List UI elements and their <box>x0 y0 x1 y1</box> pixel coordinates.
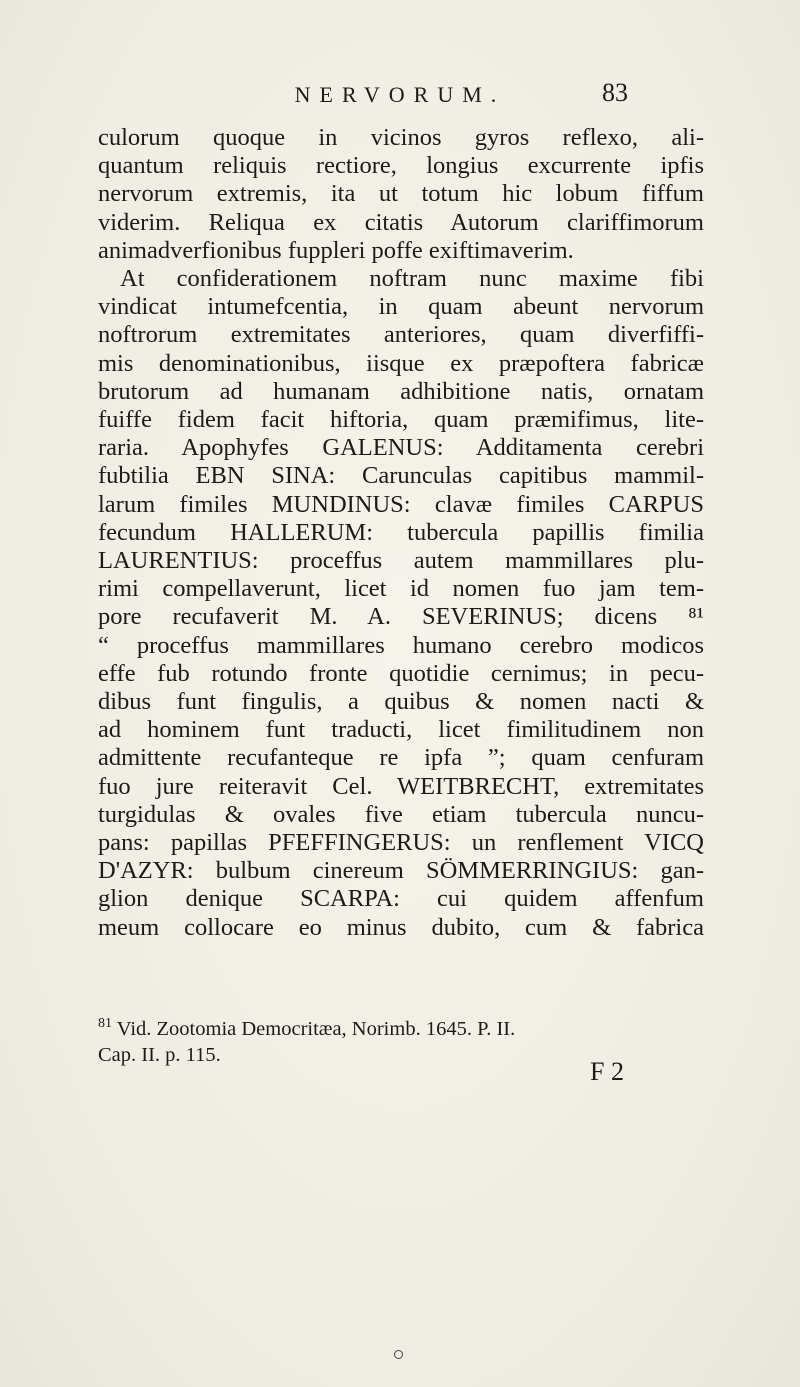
text-line: dibus funt fingulis, a quibus & nomen nacti & <box>98 688 704 716</box>
running-title: NERVORUM. <box>294 82 506 107</box>
text-line: pore recufaverit M. A. SEVERINUS; dicens ⁸¹ <box>98 603 704 631</box>
text-line: fuo jure reiteravit Cel. WEITBRECHT, extremitates <box>98 772 704 800</box>
footnote-line: Cap. II. p. 115. <box>98 1043 221 1066</box>
text-line: fecundum HALLERUM: tubercula papillis fimilia <box>98 518 704 546</box>
text-line: animadverfionibus fuppleri poffe exiftimaverim. <box>98 236 574 264</box>
printer-dot <box>394 1350 403 1359</box>
text-line: fuiffe fidem facit hiftoria, quam præmifimus, lite- <box>98 406 704 434</box>
text-line: fubtilia EBN SINA: Carunculas capitibus mammil- <box>98 462 704 490</box>
text-line: meum collocare eo minus dubito, cum & fabrica <box>98 913 704 941</box>
text-line: “ proceffus mammillares humano cerebro modicos <box>98 631 704 659</box>
text-line: vindicat intumefcentia, in quam abeunt nervorum <box>98 293 704 321</box>
text-line: quantum reliquis rectiore, longius excurrente ipfis <box>98 152 704 180</box>
text-line: admittente recufanteque re ipfa ”; quam cenfuram <box>98 744 704 772</box>
page-number: 83 <box>602 78 628 107</box>
signature-mark: F 2 <box>590 1057 624 1086</box>
text-line: culorum quoque in vicinos gyros reflexo, ali- <box>98 124 704 151</box>
text-line: mis denominationibus, iisque ex præpoftera fabricæ <box>98 349 704 377</box>
text-line: larum fimiles MUNDINUS: clavæ fimiles CARPUS <box>98 490 704 518</box>
text-line: glion denique SCARPA: cui quidem affenfum <box>98 885 704 913</box>
footnote-line <box>98 1011 708 1042</box>
text-line: noftrorum extremitates anteriores, quam diverfiffi- <box>98 321 704 349</box>
text-line: viderim. Reliqua ex citatis Autorum clariffimorum <box>98 208 704 236</box>
text-line: turgidulas & ovales five etiam tubercula nuncu- <box>98 800 704 828</box>
text-line: pans: papillas PFEFFINGERUS: un renflement VICQ <box>98 829 704 857</box>
text-line: brutorum ad humanam adhibitione natis, ornatam <box>98 377 704 405</box>
text-line: nervorum extremis, ita ut totum hic lobum fiffum <box>98 180 704 208</box>
text-line: LAURENTIUS: proceffus autem mammillares plu- <box>98 547 704 575</box>
text-line: At confiderationem noftram nunc maxime fibi <box>120 265 704 293</box>
text-line: effe fub rotundo fronte quotidie cernimus; in pecu- <box>98 659 704 687</box>
footnote-marker: 81 <box>98 1016 112 1031</box>
body-text <box>98 124 704 942</box>
text-line: raria. Apophyfes GALENUS: Additamenta cerebri <box>98 434 704 462</box>
footnote-text: Vid. Zootomia Democritæa, Norimb. 1645. P. II. <box>116 1017 516 1040</box>
text-line: ad hominem funt traducti, licet fimilitudinem non <box>98 716 704 744</box>
text-line: D'AZYR: bulbum cinereum SÖMMERRINGIUS: gan- <box>98 857 704 885</box>
text-line: rimi compellaverunt, licet id nomen fuo jam tem- <box>98 575 704 603</box>
